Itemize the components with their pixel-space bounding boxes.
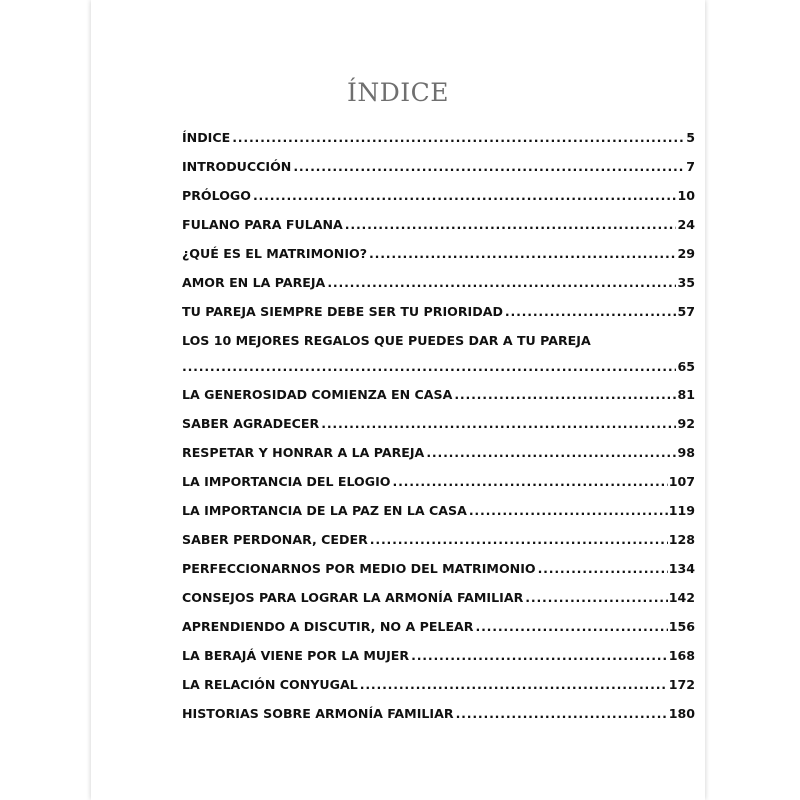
dot-leader: [360, 677, 668, 692]
toc-entry-title: TU PAREJA SIEMPRE DEBE SER TU PRIORIDAD: [182, 304, 503, 319]
toc-entry: [182, 706, 695, 735]
toc-entry: [182, 590, 695, 619]
toc-entry-title: SABER AGRADECER: [182, 416, 320, 431]
toc-entry-page: 81: [677, 387, 695, 402]
toc-entry: [182, 474, 695, 503]
toc-entry-title: LOS 10 MEJORES REGALOS QUE PUEDES DAR A TU PAREJA: [182, 333, 591, 348]
toc-entry: [182, 246, 695, 275]
dot-leader: [345, 217, 677, 232]
toc-entry-title: ÍNDICE: [182, 130, 231, 145]
toc-entry-page: 180: [668, 706, 695, 721]
toc-entry: [182, 333, 695, 387]
toc-entry: [182, 304, 695, 333]
toc-entry-page: 7: [686, 159, 695, 174]
dot-leader: [426, 445, 676, 460]
dot-leader: [327, 275, 676, 290]
toc-entry-page: 142: [668, 590, 695, 605]
toc-entry-title: AMOR EN LA PAREJA: [182, 275, 326, 290]
dot-leader: [321, 416, 676, 431]
toc-entry-page: 119: [668, 503, 695, 518]
toc-entry-title: LA IMPORTANCIA DE LA PAZ EN LA CASA: [182, 503, 467, 518]
table-of-contents: [182, 130, 695, 735]
dot-leader: [454, 387, 676, 402]
toc-entry-page: 35: [677, 275, 695, 290]
toc-entry: [182, 619, 695, 648]
toc-entry: [182, 648, 695, 677]
toc-entry-page: 156: [668, 619, 695, 634]
toc-entry: [182, 130, 695, 159]
dot-leader: [456, 706, 668, 721]
toc-entry-title: INTRODUCCIÓN: [182, 159, 292, 174]
toc-entry-page: 92: [677, 416, 695, 431]
toc-entry-page: 24: [677, 217, 695, 232]
toc-entry-title: PRÓLOGO: [182, 188, 251, 203]
toc-entry-title: HISTORIAS SOBRE ARMONÍA FAMILIAR: [182, 706, 454, 721]
toc-entry-title: APRENDIENDO A DISCUTIR, NO A PELEAR: [182, 619, 474, 634]
dot-leader: [469, 503, 668, 518]
toc-entry-page: 29: [677, 246, 695, 261]
toc-entry: [182, 188, 695, 217]
toc-entry: [182, 217, 695, 246]
dot-leader: [505, 304, 677, 319]
toc-entry-title: CONSEJOS PARA LOGRAR LA ARMONÍA FAMILIAR: [182, 590, 524, 605]
toc-entry-page: 98: [677, 445, 695, 460]
toc-entry: [182, 561, 695, 590]
toc-entry-title: PERFECCIONARNOS POR MEDIO DEL MATRIMONIO: [182, 561, 536, 576]
toc-entry-title: LA GENEROSIDAD COMIENZA EN CASA: [182, 387, 453, 402]
toc-entry: [182, 532, 695, 561]
toc-entry-page: 5: [686, 130, 695, 145]
dot-leader: [525, 590, 667, 605]
toc-entry-page: 65: [677, 359, 695, 374]
dot-leader: [538, 561, 668, 576]
dot-leader: [253, 188, 677, 203]
toc-entry: [182, 445, 695, 474]
dot-leader: [232, 130, 685, 145]
toc-entry-title: RESPETAR Y HONRAR A LA PAREJA: [182, 445, 425, 460]
dot-leader: [411, 648, 668, 663]
dot-leader: [293, 159, 685, 174]
toc-entry-page: 134: [668, 561, 695, 576]
toc-entry-page: 10: [677, 188, 695, 203]
toc-entry-title: LA BERAJÁ VIENE POR LA MUJER: [182, 648, 410, 663]
toc-entry-title: SABER PERDONAR, CEDER: [182, 532, 368, 547]
toc-entry: [182, 677, 695, 706]
toc-entry: [182, 416, 695, 445]
toc-entry: [182, 503, 695, 532]
page-title: ÍNDICE: [346, 78, 450, 107]
toc-entry: [182, 159, 695, 188]
toc-entry-page: 168: [668, 648, 695, 663]
book-page: [91, 0, 705, 800]
toc-entry-title: LA RELACIÓN CONYUGAL: [182, 677, 358, 692]
toc-entry-page: 172: [668, 677, 695, 692]
toc-entry: [182, 387, 695, 416]
toc-entry: [182, 275, 695, 304]
toc-entry-title: LA IMPORTANCIA DEL ELOGIO: [182, 474, 391, 489]
toc-entry-page: 107: [668, 474, 695, 489]
toc-entry-title: ¿QUÉ ES EL MATRIMONIO?: [182, 246, 368, 261]
dot-leader: [182, 359, 676, 374]
toc-entry-page: 128: [668, 532, 695, 547]
dot-leader: [370, 532, 668, 547]
dot-leader: [476, 619, 668, 634]
dot-leader: [369, 246, 676, 261]
toc-entry-page: 57: [677, 304, 695, 319]
toc-entry-title: FULANO PARA FULANA: [182, 217, 343, 232]
dot-leader: [392, 474, 667, 489]
